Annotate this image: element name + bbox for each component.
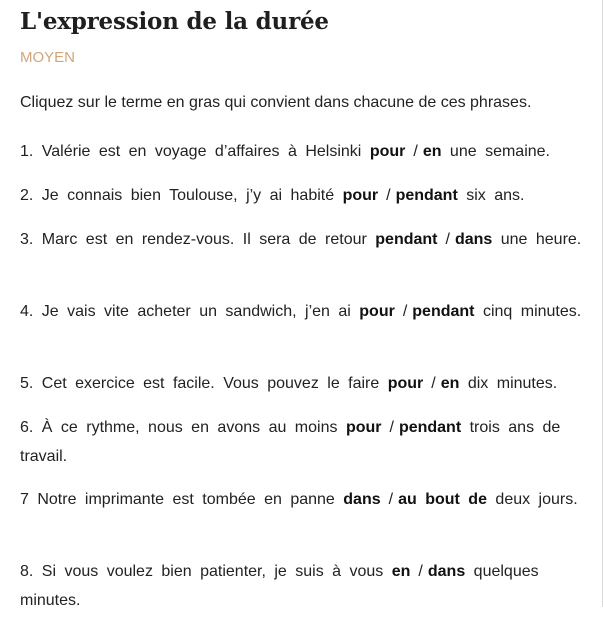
page-title: L'expression de la durée bbox=[20, 8, 329, 35]
exercise-instructions: Cliquez sur le terme en gras qui convient dans chacune de ces phrases. bbox=[20, 94, 532, 111]
sentence-text-before: 3. Marc est en rendez-vous. Il sera de retour bbox=[20, 231, 376, 248]
sentence-5 bbox=[20, 369, 586, 413]
choice-option-en[interactable]: en bbox=[440, 375, 460, 392]
choice-option-pendant[interactable]: pendant bbox=[375, 231, 438, 248]
choice-option-en[interactable]: en bbox=[391, 563, 411, 580]
choice-option-pour[interactable]: pour bbox=[342, 187, 379, 204]
choice-option-pour[interactable]: pour bbox=[345, 419, 382, 436]
sentence-6 bbox=[20, 413, 586, 485]
sentence-3 bbox=[20, 225, 586, 297]
choice-option-pour[interactable]: pour bbox=[359, 303, 395, 320]
choice-separator: / bbox=[389, 419, 394, 436]
choice-separator: / bbox=[431, 375, 436, 392]
sentence-2 bbox=[20, 181, 586, 225]
choice-separator: / bbox=[402, 303, 408, 320]
sentence-text-after: cinq minutes. bbox=[474, 303, 582, 320]
sentence-text-after: quelques minutes. bbox=[20, 563, 539, 609]
sentence-text-before: 5. Cet exercice est facile. Vous pouvez le faire bbox=[20, 375, 388, 392]
choice-option-pendant[interactable]: pendant bbox=[412, 303, 475, 320]
choice-separator: / bbox=[386, 187, 391, 204]
choice-separator: / bbox=[418, 563, 423, 580]
choice-option-pendant[interactable]: pendant bbox=[398, 419, 462, 436]
choice-option-dans[interactable]: dans bbox=[427, 563, 466, 580]
choice-separator: / bbox=[388, 491, 394, 508]
sentence-text-after: une heure. bbox=[492, 231, 582, 248]
sentence-text-before: 2. Je connais bien Toulouse, j’y ai habité bbox=[20, 187, 343, 204]
choice-option-pour[interactable]: pour bbox=[387, 375, 424, 392]
choice-option-dans[interactable]: dans bbox=[343, 491, 381, 508]
sentence-7 bbox=[20, 485, 586, 557]
choice-option-en[interactable]: en bbox=[422, 143, 442, 160]
difficulty-level: MOYEN bbox=[20, 49, 76, 66]
sentence-4 bbox=[20, 297, 586, 369]
sentence-text-before: 6. À ce rythme, nous en avons au moins bbox=[20, 419, 346, 436]
choice-separator: / bbox=[445, 231, 450, 248]
choice-option-pour[interactable]: pour bbox=[369, 143, 406, 160]
sentence-text-after: une semaine. bbox=[441, 143, 550, 160]
sentence-text-before: 4. Je vais vite acheter un sandwich, j’en ai bbox=[20, 303, 360, 320]
sentence-text-before: 8. Si vous voulez bien patienter, je suis à vous bbox=[20, 563, 392, 580]
sentence-text-before: 7 Notre imprimante est tombée en panne bbox=[20, 491, 344, 508]
sentence-list bbox=[20, 137, 586, 629]
sentence-1 bbox=[20, 137, 586, 181]
choice-option-pendant[interactable]: pendant bbox=[395, 187, 458, 204]
sentence-text-after: dix minutes. bbox=[459, 375, 558, 392]
sentence-text-before: 1. Valérie est en voyage d’affaires à Helsinki bbox=[20, 143, 370, 160]
choice-option-dans[interactable]: dans bbox=[454, 231, 493, 248]
choice-option-au-bout-de[interactable]: au bout de bbox=[398, 491, 487, 508]
choice-separator: / bbox=[413, 143, 418, 160]
sentence-text-after: trois ans de travail. bbox=[20, 419, 561, 465]
sentence-8 bbox=[20, 557, 586, 629]
sentence-text-after: six ans. bbox=[457, 187, 525, 204]
sentence-text-after: deux jours. bbox=[486, 491, 578, 508]
